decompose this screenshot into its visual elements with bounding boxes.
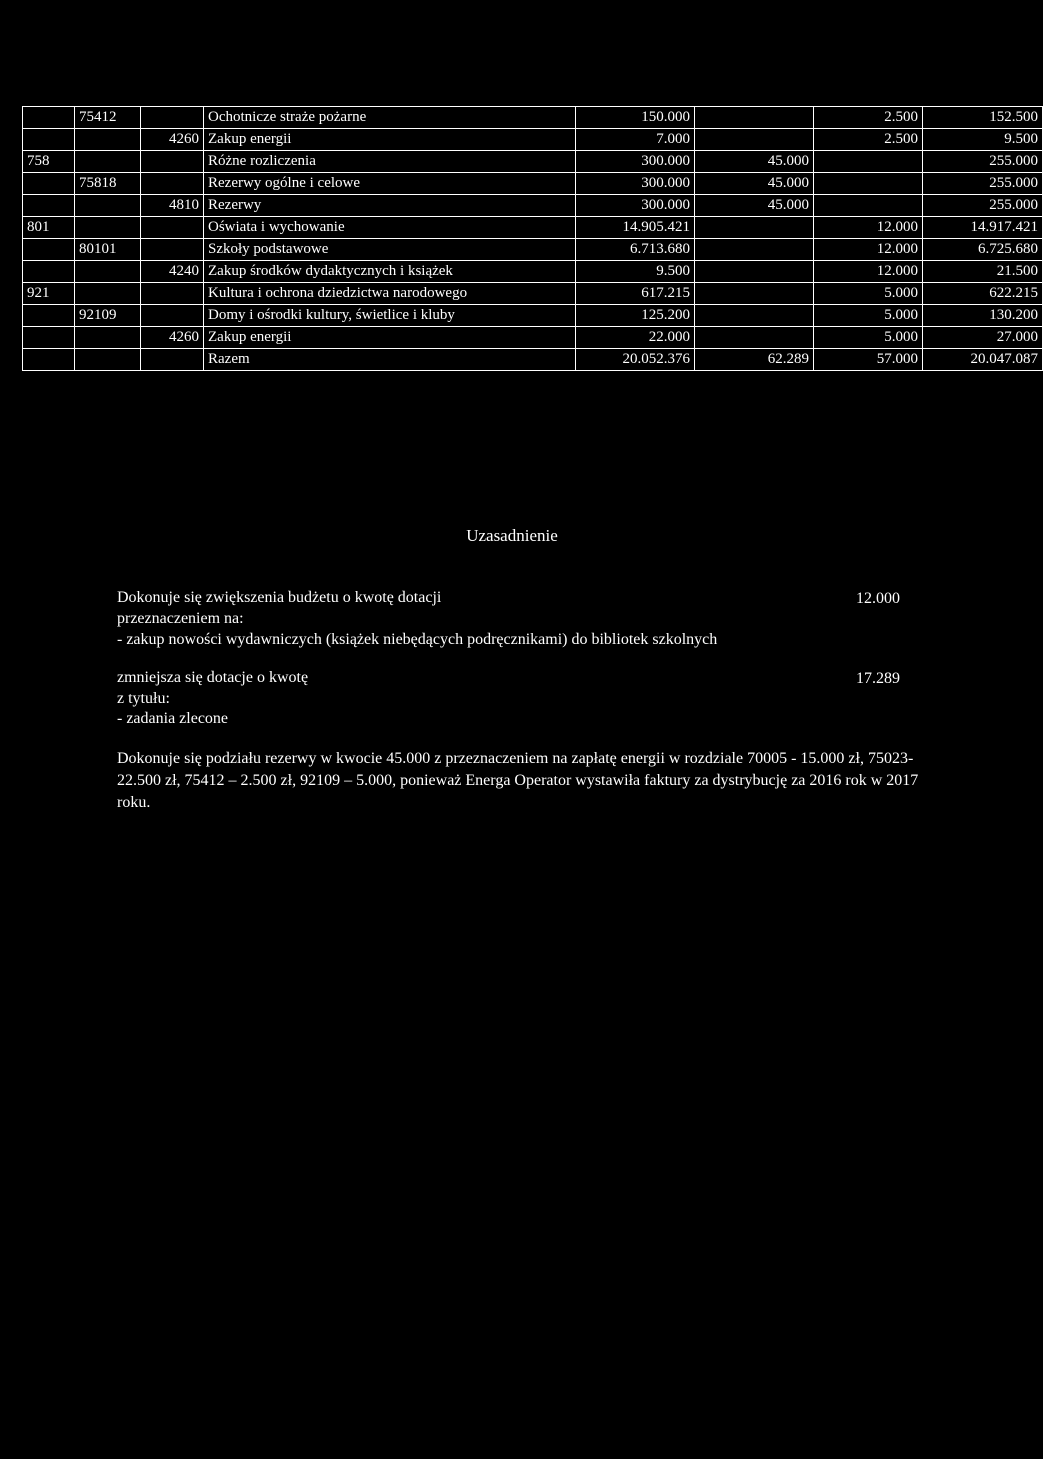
cell-zmniejszenie [695,217,814,239]
cell-paragraf: 4260 [141,129,204,151]
cell-nazwa: Szkoły podstawowe [204,239,576,261]
table-row [23,173,1043,195]
cell-dzial [23,239,75,261]
cell-zwiekszenie [814,195,923,217]
cell-plan: 9.500 [576,261,695,283]
table-row [23,151,1043,173]
cell-zmniejszenie [695,283,814,305]
cell-rozdzial [75,327,141,349]
cell-rozdzial [75,283,141,305]
cell-rozdzial [75,129,141,151]
cell-plan: 300.000 [576,173,695,195]
cell-plan: 150.000 [576,107,695,129]
cell-dzial [23,305,75,327]
decrease-line: zmniejsza się dotacje o kwotę [117,669,309,686]
cell-zwiekszenie: 2.500 [814,107,923,129]
cell-dzial [23,129,75,151]
table-row [23,107,1043,129]
cell-paragraf [141,239,204,261]
cell-paragraf: 4240 [141,261,204,283]
cell-po-zmianie: 9.500 [923,129,1043,151]
cell-zwiekszenie: 5.000 [814,327,923,349]
cell-zwiekszenie [814,151,923,173]
decrease-amount: 17.289 [856,670,900,687]
cell-rozdzial: 75412 [75,107,141,129]
increase-item: - zakup nowości wydawniczych (książek niebędących podręcznikami) do bibliotek szkolnych [117,631,718,648]
cell-dzial [23,349,75,371]
cell-zmniejszenie [695,239,814,261]
cell-nazwa: Rezerwy ogólne i celowe [204,173,576,195]
cell-zmniejszenie [695,305,814,327]
cell-paragraf [141,173,204,195]
cell-nazwa: Różne rozliczenia [204,151,576,173]
cell-nazwa: Zakup środków dydaktycznych i książek [204,261,576,283]
table-row [23,349,1043,371]
cell-dzial: 801 [23,217,75,239]
cell-po-zmianie: 6.725.680 [923,239,1043,261]
cell-zmniejszenie: 45.000 [695,195,814,217]
cell-zwiekszenie: 12.000 [814,217,923,239]
cell-rozdzial: 80101 [75,239,141,261]
cell-paragraf [141,107,204,129]
cell-plan: 14.905.421 [576,217,695,239]
cell-paragraf: 4810 [141,195,204,217]
cell-po-zmianie: 27.000 [923,327,1043,349]
table-row [23,327,1043,349]
cell-zwiekszenie: 5.000 [814,305,923,327]
decrease-title-label: z tytułu: [117,690,170,707]
table-row [23,239,1043,261]
budget-table-body [23,107,1043,371]
cell-dzial [23,195,75,217]
cell-zmniejszenie [695,129,814,151]
table-row [23,261,1043,283]
cell-po-zmianie: 20.047.087 [923,349,1043,371]
budget-changes-table [22,106,1043,371]
cell-dzial [23,173,75,195]
cell-dzial [23,261,75,283]
cell-paragraf [141,283,204,305]
cell-zwiekszenie: 2.500 [814,129,923,151]
table-row [23,195,1043,217]
table-row [23,217,1043,239]
cell-nazwa: Rezerwy [204,195,576,217]
cell-rozdzial [75,261,141,283]
cell-plan: 22.000 [576,327,695,349]
cell-paragraf: 4260 [141,327,204,349]
table-row [23,129,1043,151]
cell-plan: 617.215 [576,283,695,305]
cell-zwiekszenie [814,173,923,195]
increase-amount: 12.000 [856,590,900,607]
cell-dzial [23,107,75,129]
cell-po-zmianie: 21.500 [923,261,1043,283]
cell-nazwa: Zakup energii [204,327,576,349]
cell-plan: 20.052.376 [576,349,695,371]
increase-purpose-label: przeznaczeniem na: [117,610,244,627]
cell-zmniejszenie [695,327,814,349]
cell-nazwa: Oświata i wychowanie [204,217,576,239]
cell-nazwa: Ochotnicze straże pożarne [204,107,576,129]
cell-zwiekszenie: 57.000 [814,349,923,371]
cell-paragraf [141,217,204,239]
cell-plan: 300.000 [576,195,695,217]
cell-rozdzial: 92109 [75,305,141,327]
cell-nazwa: Zakup energii [204,129,576,151]
cell-po-zmianie: 14.917.421 [923,217,1043,239]
cell-po-zmianie: 255.000 [923,173,1043,195]
cell-zmniejszenie [695,107,814,129]
table-row [23,305,1043,327]
cell-rozdzial [75,217,141,239]
cell-nazwa: Razem [204,349,576,371]
cell-plan: 125.200 [576,305,695,327]
cell-zmniejszenie: 45.000 [695,151,814,173]
cell-rozdzial: 75818 [75,173,141,195]
cell-plan: 7.000 [576,129,695,151]
cell-po-zmianie: 130.200 [923,305,1043,327]
cell-paragraf [141,349,204,371]
justification-heading: Uzasadnienie [466,526,558,545]
cell-po-zmianie: 152.500 [923,107,1043,129]
cell-nazwa: Domy i ośrodki kultury, świetlice i kluby [204,305,576,327]
cell-zwiekszenie: 12.000 [814,261,923,283]
cell-dzial [23,327,75,349]
cell-paragraf [141,305,204,327]
cell-paragraf [141,151,204,173]
reserve-division-paragraph: Dokonuje się podziału rezerwy w kwocie 45.000 z przeznaczeniem na zapłatę energii w rozdziale 70005 - 15.000 zł, 75023- 22.500 zł, 75412 – 2.500 zł, 92109 – 5.000, ponieważ Energa Operator wystawiła faktury za dystrybucję za 2016 rok w 2017 roku. [117,750,919,811]
cell-rozdzial [75,151,141,173]
increase-line: Dokonuje się zwiększenia budżetu o kwotę dotacji [117,589,442,606]
cell-nazwa: Kultura i ochrona dziedzictwa narodowego [204,283,576,305]
cell-po-zmianie: 622.215 [923,283,1043,305]
decrease-item: - zadania zlecone [117,710,229,727]
cell-plan: 300.000 [576,151,695,173]
cell-rozdzial [75,195,141,217]
table-row [23,283,1043,305]
cell-zwiekszenie: 12.000 [814,239,923,261]
cell-po-zmianie: 255.000 [923,151,1043,173]
cell-zwiekszenie: 5.000 [814,283,923,305]
cell-rozdzial [75,349,141,371]
cell-zmniejszenie [695,261,814,283]
cell-plan: 6.713.680 [576,239,695,261]
cell-po-zmianie: 255.000 [923,195,1043,217]
cell-zmniejszenie: 62.289 [695,349,814,371]
cell-dzial: 921 [23,283,75,305]
cell-dzial: 758 [23,151,75,173]
cell-zmniejszenie: 45.000 [695,173,814,195]
